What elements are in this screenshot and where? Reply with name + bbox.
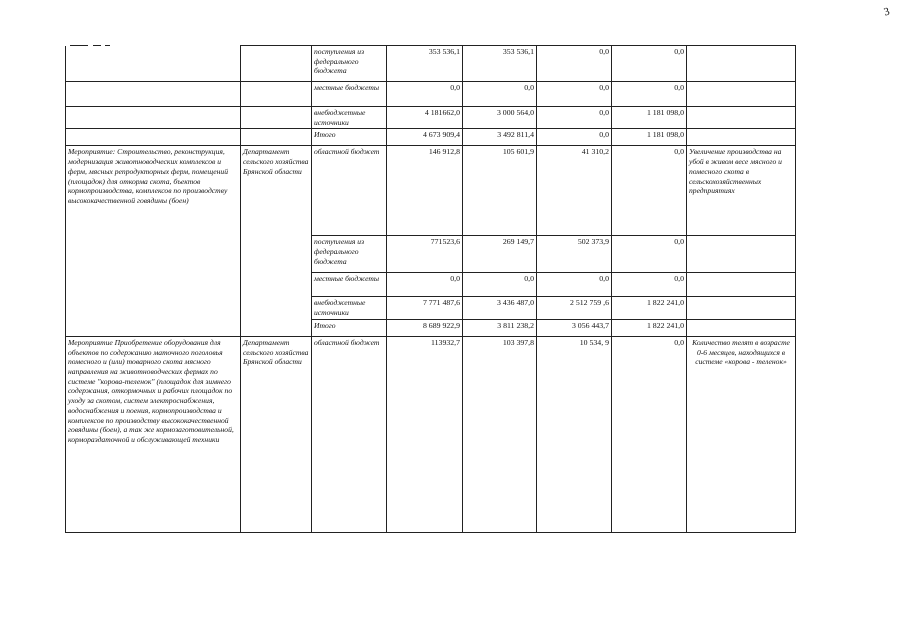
source-cell: Итого [312,319,387,336]
table-row [66,107,796,129]
source-cell: поступления из федерального бюджета [312,236,387,273]
year3-cell: 0,0 [612,146,687,236]
year2-cell: 41 310,2 [537,146,612,236]
year2-cell: 0,0 [537,46,612,82]
result-cell [687,319,796,336]
source-cell: областной бюджет [312,336,387,532]
source-cell: Итого [312,129,387,146]
total-cell: 113932,7 [387,336,463,532]
year2-cell: 3 056 443,7 [537,319,612,336]
executor-cell [241,46,312,82]
event-cell [66,46,241,82]
year3-cell: 0,0 [612,46,687,82]
table-row [66,146,796,236]
executor-cell: Департамент сельского хозяйства Брянской области [241,146,312,336]
year3-cell: 0,0 [612,273,687,297]
year1-cell: 3 436 487,0 [463,297,537,319]
year2-cell: 10 534, 9 [537,336,612,532]
result-cell [687,82,796,107]
year2-cell: 0,0 [537,273,612,297]
executor-cell [241,107,312,129]
source-cell: поступления из федерального бюджета [312,46,387,82]
result-cell [687,236,796,273]
event-cell: Мероприятие Приобретение оборудования для объектов по содержанию маточного поголовья помесного и (или) товарного скота мясного направления на животноводческих фермах по системе "корова-теленок" (площадок для зимнего содержания, откормочных и рабочих площадок по уходу за скотом, систем электроснабжения, водоснабжения и поения, кормопроизводства и комплексов по производству высококачественной говядины (боен), а так же кормозаготовительной, кормораздаточной и обслуживающей техники [66,336,241,532]
source-cell: внебюджетные источники [312,107,387,129]
year1-cell: 3 000 564,0 [463,107,537,129]
table-row [66,336,796,532]
result-cell [687,107,796,129]
year3-cell: 1 822 241,0 [612,319,687,336]
result-cell: Увеличение производства на убой в живом весе мясного и помесного скота в сельскохозяйственных предприятиях [687,146,796,236]
event-cell [66,129,241,146]
year1-cell: 353 536,1 [463,46,537,82]
year3-cell: 1 822 241,0 [612,297,687,319]
result-cell: Количество телят в возрасте 0-6 месяцев, находящихся в системе «корова - теленок» [687,336,796,532]
total-cell: 8 689 922,9 [387,319,463,336]
total-cell: 4 673 909,4 [387,129,463,146]
year1-cell: 269 149,7 [463,236,537,273]
source-cell: местные бюджеты [312,273,387,297]
year1-cell: 103 397,8 [463,336,537,532]
executor-cell [241,82,312,107]
total-cell: 771523,6 [387,236,463,273]
event-cell: Мероприятие: Строительство, реконструкция, модернизация животноводческих комплексов и ферм, мясных репродукторных ферм, помещений (площадок) для откорма скота, бъектов кормопроизводства, комплексов по производству высококачественной говядины (боен) [66,146,241,336]
source-cell: местные бюджеты [312,82,387,107]
year2-cell: 502 373,9 [537,236,612,273]
table-row [66,129,796,146]
result-cell [687,297,796,319]
year1-cell: 3 492 811,4 [463,129,537,146]
year3-cell: 1 181 098,0 [612,129,687,146]
event-cell [66,82,241,107]
total-cell: 353 536,1 [387,46,463,82]
year1-cell: 0,0 [463,82,537,107]
year2-cell: 0,0 [537,129,612,146]
year1-cell: 0,0 [463,273,537,297]
table-row [66,46,796,82]
result-cell [687,273,796,297]
year2-cell: 0,0 [537,107,612,129]
year3-cell: 0,0 [612,82,687,107]
year2-cell: 0,0 [537,82,612,107]
result-cell [687,46,796,82]
executor-cell: Департамент сельского хозяйства Брянской области [241,336,312,532]
total-cell: 0,0 [387,273,463,297]
source-cell: внебюджетные источники [312,297,387,319]
total-cell: 146 912,8 [387,146,463,236]
executor-cell [241,129,312,146]
event-cell [66,107,241,129]
total-cell: 0,0 [387,82,463,107]
year1-cell: 3 811 238,2 [463,319,537,336]
year3-cell: 0,0 [612,236,687,273]
total-cell: 4 181662,0 [387,107,463,129]
total-cell: 7 771 487,6 [387,297,463,319]
table-row [66,82,796,107]
result-cell [687,129,796,146]
source-cell: областной бюджет [312,146,387,236]
year2-cell: 2 512 759 ,6 [537,297,612,319]
page-number: 3 [882,5,891,19]
year1-cell: 105 601,9 [463,146,537,236]
budget-table [65,45,796,533]
year3-cell: 0,0 [612,336,687,532]
year3-cell: 1 181 098,0 [612,107,687,129]
